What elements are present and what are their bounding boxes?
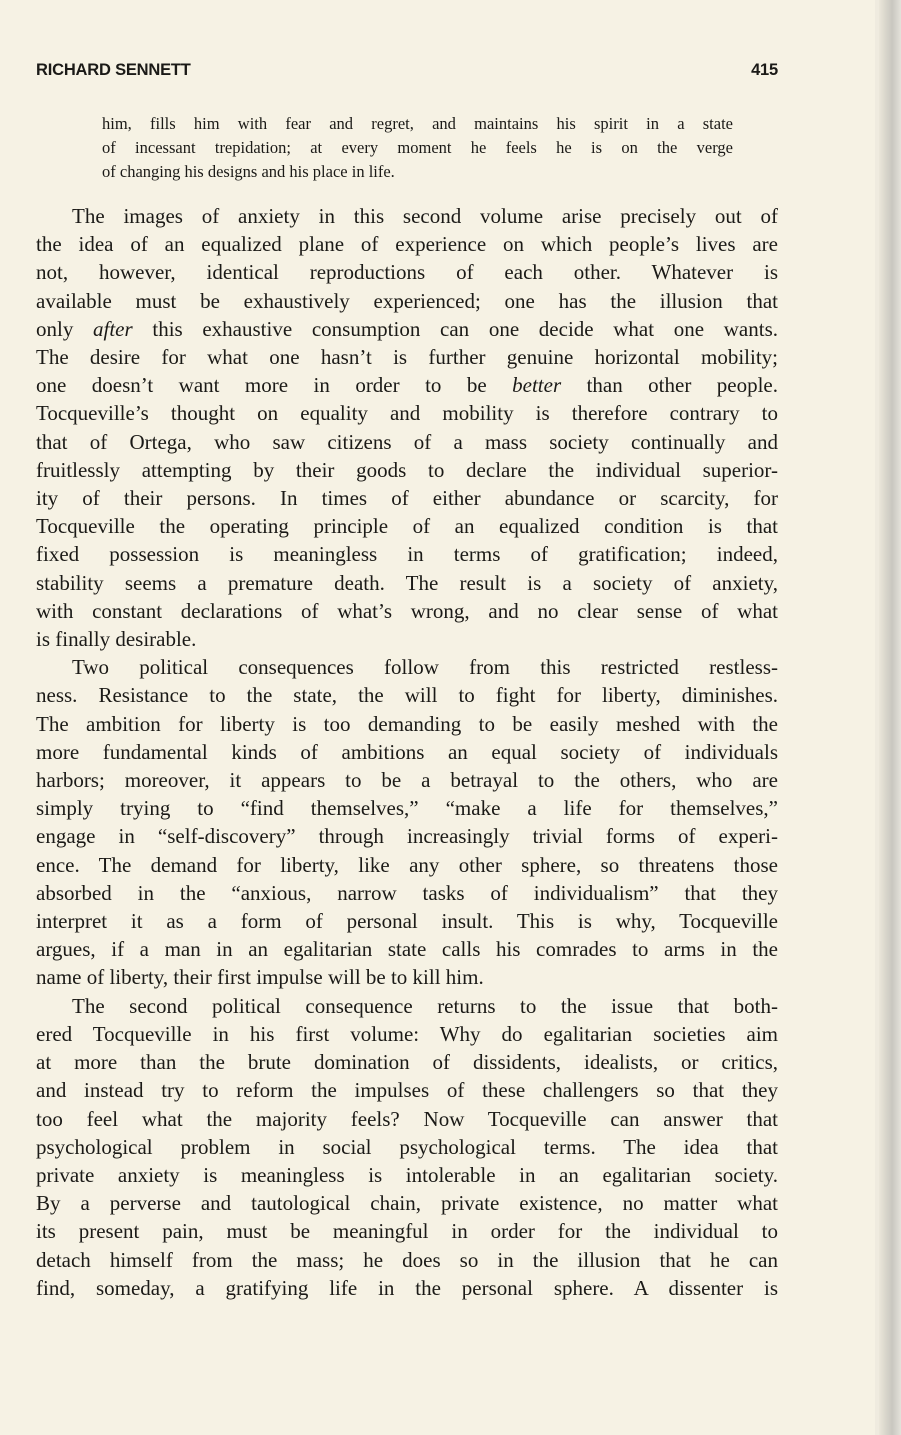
paragraph (36, 653, 778, 991)
text-line: with constant declarations of what’s wrong, and no clear sense of what (36, 598, 778, 623)
text-line: ered Tocqueville in his first volume: Why do egalitarian societies aim (36, 1021, 778, 1046)
book-edge (879, 0, 901, 1435)
text-line: that of Ortega, who saw citizens of a mass society continually and (36, 429, 778, 454)
text-line: absorbed in the “anxious, narrow tasks of individualism” that they (36, 880, 778, 905)
author-name: RICHARD SENNETT (36, 61, 191, 79)
text-line: Tocqueville’s thought on equality and mobility is therefore contrary to (36, 401, 778, 426)
text-line: argues, if a man in an egalitarian state calls his comrades to arms in the (36, 937, 778, 962)
quote-line: of incessant trepidation; at every moment he feels he is on the verge (102, 138, 733, 157)
quote-line: him, fills him with fear and regret, and maintains his spirit in a state (102, 114, 733, 133)
text-line: harbors; moreover, it appears to be a betrayal to the others, who are (36, 768, 778, 793)
text-line: not, however, identical reproductions of each other. Whatever is (36, 260, 778, 285)
emphasis: better (512, 373, 562, 398)
text-line: interpret it as a form of personal insult. This is why, Tocqueville (36, 909, 778, 934)
text-line: Tocqueville the operating principle of an equalized condition is that (36, 514, 778, 539)
page-number: 415 (751, 61, 778, 79)
text-line: The images of anxiety in this second volume arise precisely out of (72, 204, 778, 228)
text-line: ence. The demand for liberty, like any other sphere, so threatens those (36, 852, 778, 877)
text-line: the idea of an equalized plane of experience on which people’s lives are (36, 232, 778, 257)
text-line: engage in “self-discovery” through increasingly trivial forms of experi- (36, 824, 778, 849)
emphasis: after (93, 316, 133, 341)
text-line: By a perverse and tautological chain, private existence, no matter what (36, 1191, 778, 1216)
text-line: one doesn’t want more in order to be better than other people. (36, 373, 779, 398)
text-line: The desire for what one hasn’t is further genuine horizontal mobility; (36, 345, 778, 370)
paragraph (36, 992, 778, 1302)
text-line: at more than the brute domination of dissidents, idealists, or critics, (36, 1050, 778, 1075)
text-line: fixed possession is meaningless in terms of gratification; indeed, (36, 542, 778, 567)
text-line: private anxiety is meaningless is intolerable in an egalitarian society. (36, 1162, 778, 1187)
running-header (36, 61, 778, 80)
text-line: more fundamental kinds of ambitions an equal society of individuals (36, 739, 778, 764)
text-line: ity of their persons. In times of either abundance or scarcity, for (36, 486, 778, 511)
text-line: and instead try to reform the impulses of these challengers so that they (36, 1078, 778, 1103)
text-line: name of liberty, their first impulse will be to kill him. (36, 965, 484, 990)
quote-line: of changing his designs and his place in life. (102, 162, 395, 181)
text-line: stability seems a premature death. The result is a society of anxiety, (36, 570, 778, 595)
text-line: ness. Resistance to the state, the will to fight for liberty, diminishes. (36, 683, 778, 708)
block-quote (102, 112, 733, 184)
text-line: only after this exhaustive consumption can one decide what one wants. (36, 316, 778, 341)
text-line: fruitlessly attempting by their goods to declare the individual superior- (36, 457, 778, 482)
text-line: available must be exhaustively experienced; one has the illusion that (36, 288, 778, 313)
text-line: psychological problem in social psychological terms. The idea that (36, 1134, 778, 1159)
text-line: The second political consequence returns to the issue that both- (72, 993, 778, 1018)
text-line: simply trying to “find themselves,” “make a life for themselves,” (36, 796, 778, 821)
body-text (36, 202, 778, 1302)
text-line: find, someday, a gratifying life in the personal sphere. A dissenter is (36, 1275, 778, 1300)
text-line: detach himself from the mass; he does so in the illusion that he can (36, 1247, 778, 1272)
text-line: Two political consequences follow from this restricted restless- (72, 655, 778, 680)
text-line: The ambition for liberty is too demanding to be easily meshed with the (36, 711, 778, 736)
text-line: is finally desirable. (36, 627, 197, 652)
paragraph (36, 202, 778, 653)
text-line: its present pain, must be meaningful in order for the individual to (36, 1219, 778, 1244)
text-line: too feel what the majority feels? Now Tocqueville can answer that (36, 1106, 778, 1131)
